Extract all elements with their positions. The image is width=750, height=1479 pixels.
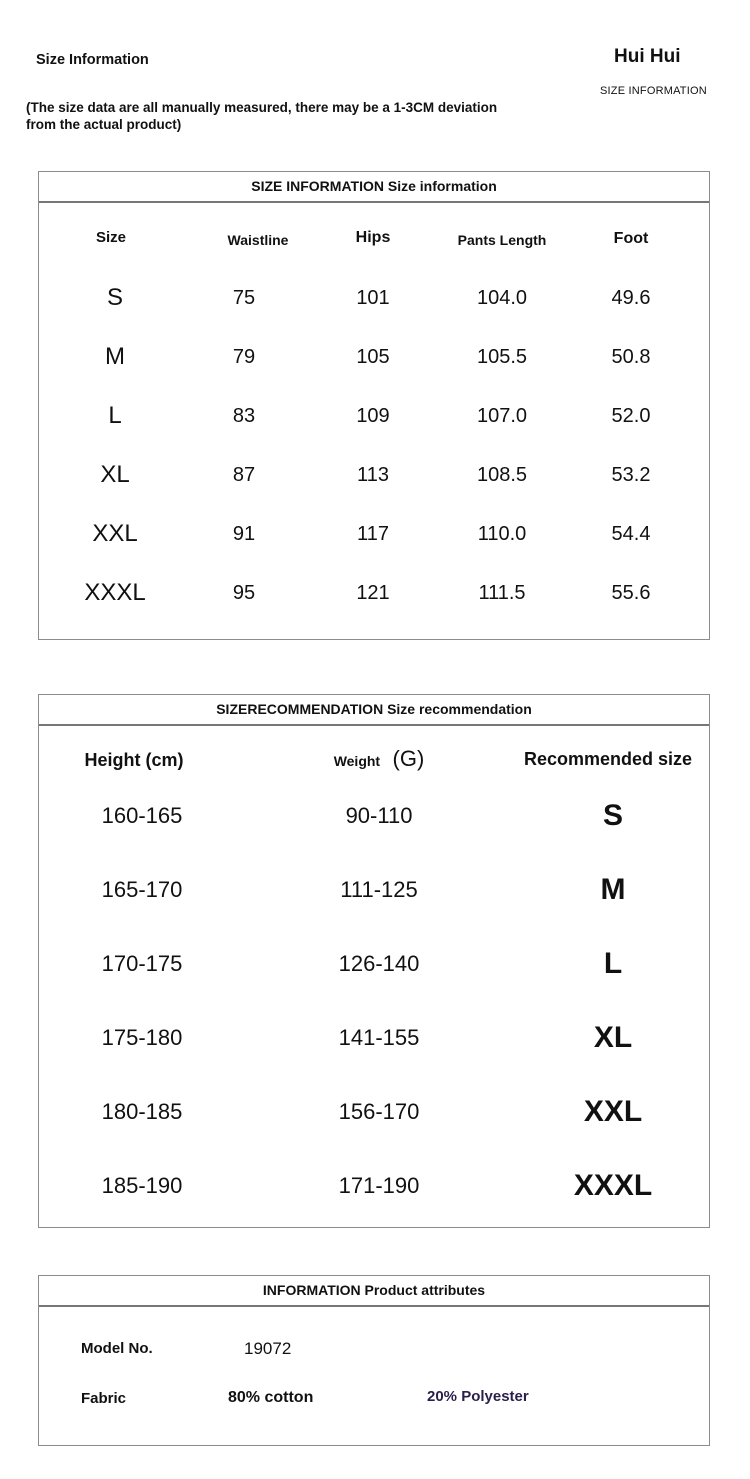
recommend-weight-cell: 90-110 (345, 803, 413, 828)
size-table-cell: 54.4 (611, 523, 651, 545)
recommend-size-cell: XXXL (573, 1169, 653, 1202)
size-table-title: SIZE INFORMATION Size information (39, 172, 709, 203)
model-number-value: 19072 (244, 1339, 292, 1358)
size-table-cell: L (108, 402, 122, 429)
size-table-cell: 121 (356, 582, 390, 604)
brand-name: Hui Hui (614, 46, 681, 67)
size-table-cell: 95 (232, 582, 256, 604)
page-title: Size Information (36, 52, 149, 68)
recommend-height-cell: 185-190 (101, 1173, 183, 1198)
recommend-col-height: Height (cm) (84, 750, 184, 770)
size-table-cell: XL (100, 461, 130, 488)
size-table-cell: 83 (232, 405, 256, 427)
recommend-height-cell: 175-180 (101, 1025, 183, 1050)
size-table-col-foot: Foot (613, 230, 649, 247)
recommend-table-title: SIZERECOMMENDATION Size recommendation (39, 695, 709, 726)
size-table-cell: 105.5 (476, 346, 528, 368)
recommend-weight-cell: 126-140 (338, 951, 420, 976)
recommend-weight-cell: 141-155 (338, 1025, 420, 1050)
recommend-weight-cell: 156-170 (338, 1099, 420, 1124)
size-table-cell: 101 (356, 287, 390, 309)
brand-subtitle: SIZE INFORMATION (600, 85, 707, 97)
recommend-col-weight-wrap (334, 746, 425, 772)
size-table-cell: 87 (232, 464, 256, 486)
measurement-note-line-2: from the actual product) (26, 117, 182, 132)
recommend-col-weight: Weight (333, 753, 381, 769)
size-table-cell: 110.0 (477, 523, 527, 545)
size-table-cell: 111.5 (478, 582, 526, 604)
size-table-cell: XXL (92, 520, 138, 547)
fabric-label: Fabric (81, 1390, 127, 1407)
recommend-col-weight-unit: (G) (392, 746, 425, 771)
size-table-cell: M (105, 343, 125, 370)
recommend-weight-cell: 171-190 (338, 1173, 420, 1198)
attributes-title: INFORMATION Product attributes (39, 1276, 709, 1307)
recommend-size-cell: L (603, 947, 623, 980)
size-table-cell: 107.0 (476, 405, 528, 427)
size-table-cell: 49.6 (611, 287, 651, 309)
fabric-value-cotton: 80% cotton (228, 1389, 314, 1406)
recommend-weight-cell: 111-125 (340, 877, 418, 902)
size-information-table (38, 171, 710, 640)
product-attributes-table (38, 1275, 710, 1446)
recommend-size-cell: XL (593, 1021, 633, 1054)
size-table-col-waistline: Waistline (227, 232, 289, 248)
size-table-cell: 104.0 (476, 287, 528, 309)
recommend-height-cell: 180-185 (101, 1099, 183, 1124)
measurement-note (26, 99, 586, 133)
size-table-cell: 91 (232, 523, 256, 545)
model-number-label: Model No. (81, 1340, 153, 1357)
size-table-cell: 109 (356, 405, 390, 427)
size-table-col-size: Size (95, 229, 127, 246)
size-table-cell: 113 (357, 464, 389, 486)
recommend-col-size: Recommended size (523, 749, 693, 769)
recommend-size-cell: XXL (583, 1095, 643, 1128)
size-table-cell: 105 (356, 346, 390, 368)
size-table-col-pants-length: Pants Length (457, 232, 547, 248)
size-recommendation-table (38, 694, 710, 1228)
size-table-cell: 55.6 (611, 582, 651, 604)
recommend-height-cell: 165-170 (101, 877, 183, 902)
recommend-size-cell: S (602, 799, 624, 832)
recommend-height-cell: 170-175 (101, 951, 183, 976)
size-table-cell: 75 (232, 287, 256, 309)
measurement-note-line-1: (The size data are all manually measured, there may be a 1-3CM deviation (26, 100, 498, 115)
size-table-cell: 79 (232, 346, 256, 368)
size-table-cell: 117 (357, 523, 389, 545)
fabric-value-polyester: 20% Polyester (427, 1388, 529, 1405)
size-table-cell: 53.2 (611, 464, 651, 486)
recommend-size-cell: M (600, 873, 626, 906)
size-table-cell: 108.5 (476, 464, 528, 486)
size-table-cell: 52.0 (611, 405, 651, 427)
size-table-cell: 50.8 (611, 346, 651, 368)
recommend-height-cell: 160-165 (101, 803, 183, 828)
size-table-cell: S (106, 284, 124, 311)
size-table-cell: XXXL (84, 579, 146, 606)
size-table-col-hips: Hips (355, 229, 391, 246)
